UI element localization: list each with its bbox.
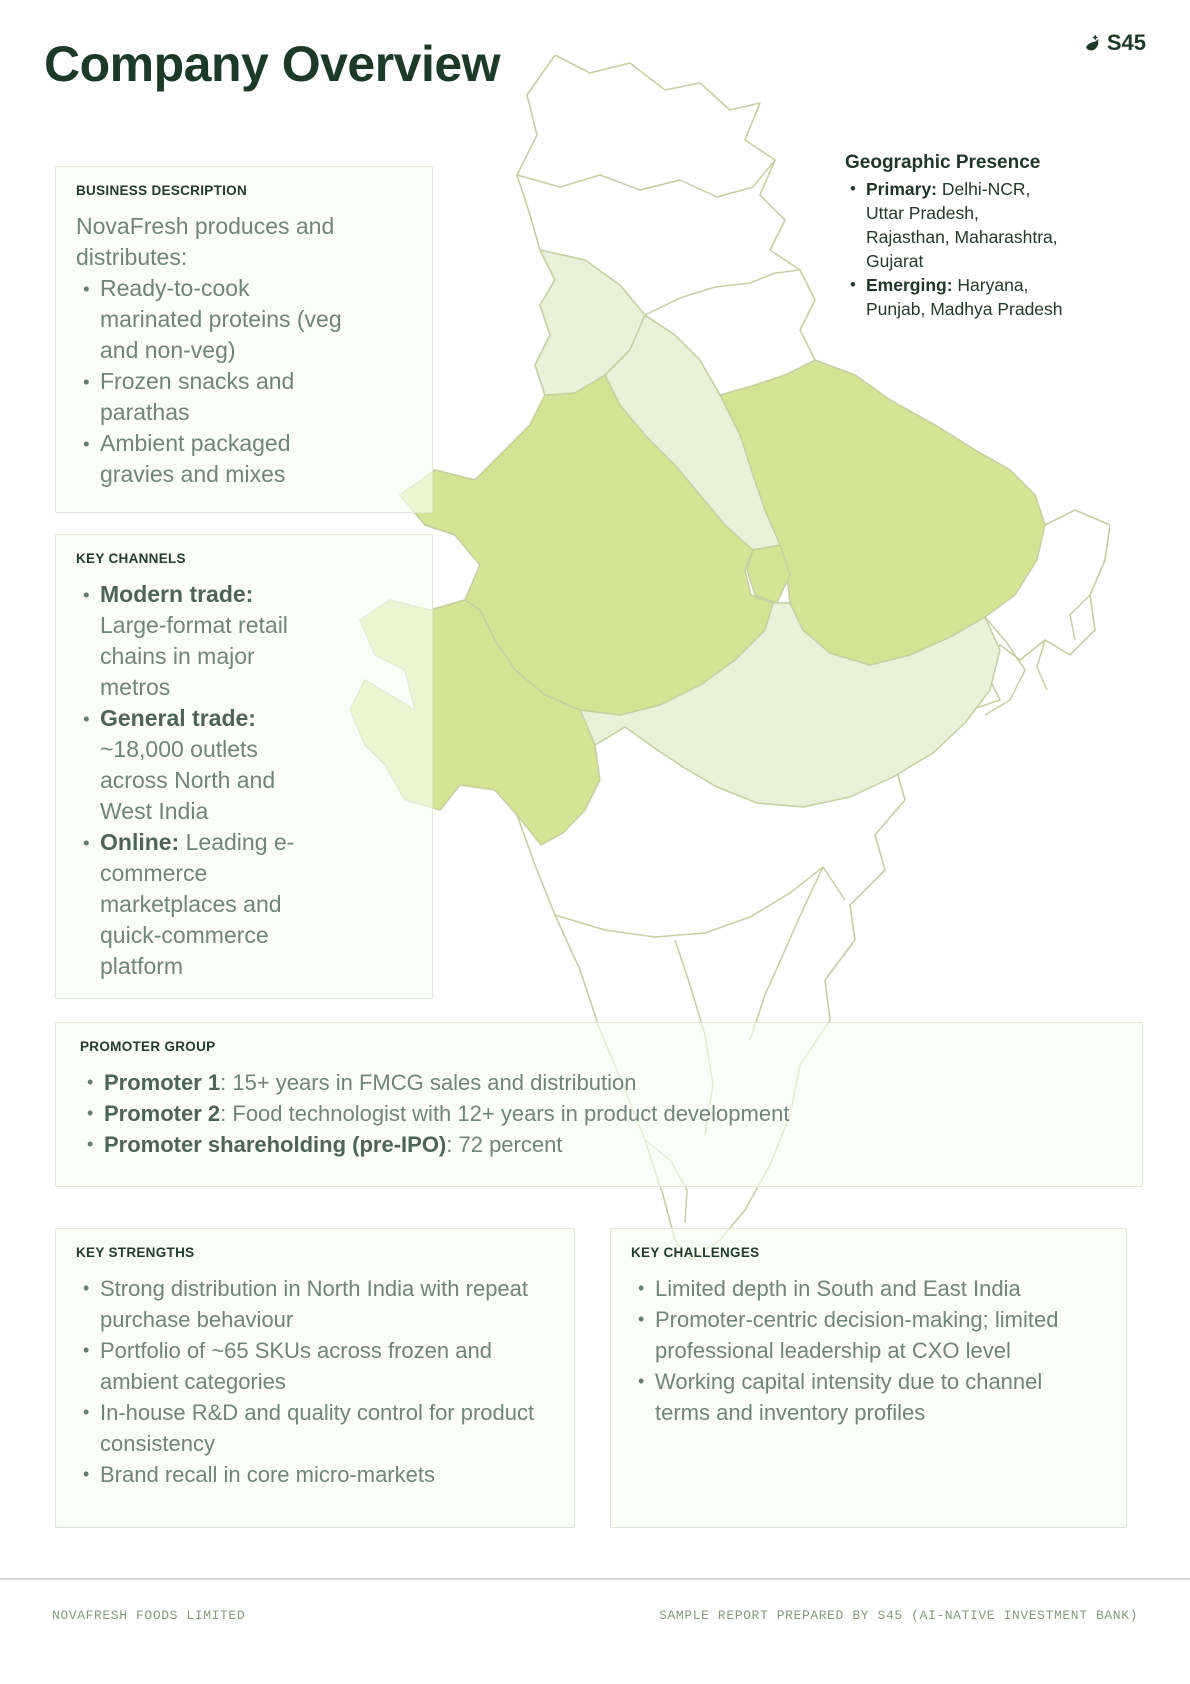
list-item: • Brand recall in core micro-markets — [76, 1459, 554, 1490]
list-item: • Limited depth in South and East India — [631, 1273, 1065, 1304]
list-item: • Emerging: Haryana, Punjab, Madhya Pradesh — [845, 273, 1067, 321]
key-strengths-list — [76, 1273, 554, 1490]
business-description-list — [76, 273, 344, 490]
key-challenges-panel — [610, 1228, 1127, 1528]
promoter-group-list — [80, 1067, 1118, 1160]
key-strengths-panel — [55, 1228, 575, 1528]
brand-name: S45 — [1106, 30, 1146, 55]
key-challenges-list — [631, 1273, 1065, 1428]
panel-label: BUSINESS DESCRIPTION — [76, 183, 248, 198]
panel-label: PROMOTER GROUP — [80, 1039, 216, 1054]
list-item: • Online: Leading e-commerce marketplaces and quick-commerce platform — [76, 827, 321, 982]
list-item: • Portfolio of ~65 SKUs across frozen and ambient categories — [76, 1335, 554, 1397]
list-item: • Promoter-centric decision-making; limited professional leadership at CXO level — [631, 1304, 1065, 1366]
business-description-intro: NovaFresh produces and distributes: — [76, 213, 335, 270]
list-item: • Working capital intensity due to channel terms and inventory profiles — [631, 1366, 1065, 1428]
panel-label: KEY STRENGTHS — [76, 1245, 195, 1260]
key-channels-list — [76, 579, 321, 982]
footer-company: NOVAFRESH FOODS LIMITED — [52, 1608, 246, 1623]
brand-logo — [1083, 30, 1146, 56]
geographic-presence-list — [845, 177, 1067, 321]
key-channels-panel — [55, 534, 433, 999]
panel-label: KEY CHALLENGES — [631, 1245, 760, 1260]
page-title: Company Overview — [44, 36, 501, 92]
list-item: • Ambient packaged gravies and mixes — [76, 428, 344, 490]
list-item: • Frozen snacks and parathas — [76, 366, 344, 428]
list-item: • Strong distribution in North India with repeat purchase behaviour — [76, 1273, 554, 1335]
list-item: • Ready-to-cook marinated proteins (veg and non-veg) — [76, 273, 344, 366]
list-item: • Promoter 2: Food technologist with 12+ years in product development — [80, 1098, 1118, 1129]
list-item: • Promoter 1: 15+ years in FMCG sales and distribution — [80, 1067, 1118, 1098]
footer-divider — [0, 1578, 1190, 1580]
list-item: • Primary: Delhi-NCR, Uttar Pradesh, Rajasthan, Maharashtra, Gujarat — [845, 177, 1067, 273]
promoter-group-panel — [55, 1022, 1143, 1187]
list-item: • Promoter shareholding (pre-IPO): 72 percent — [80, 1129, 1118, 1160]
footer-attribution: SAMPLE REPORT PREPARED BY S45 (AI-NATIVE INVESTMENT BANK) — [659, 1608, 1138, 1623]
panel-label: KEY CHANNELS — [76, 551, 186, 566]
list-item: • Modern trade: Large-format retail chains in major metros — [76, 579, 321, 703]
s45-spark-icon — [1083, 34, 1102, 53]
geographic-presence-title: Geographic Presence — [845, 152, 1041, 173]
geographic-presence — [845, 152, 1067, 321]
list-item: • General trade: ~18,000 outlets across North and West India — [76, 703, 321, 827]
business-description-panel — [55, 166, 433, 513]
list-item: • In-house R&D and quality control for product consistency — [76, 1397, 554, 1459]
